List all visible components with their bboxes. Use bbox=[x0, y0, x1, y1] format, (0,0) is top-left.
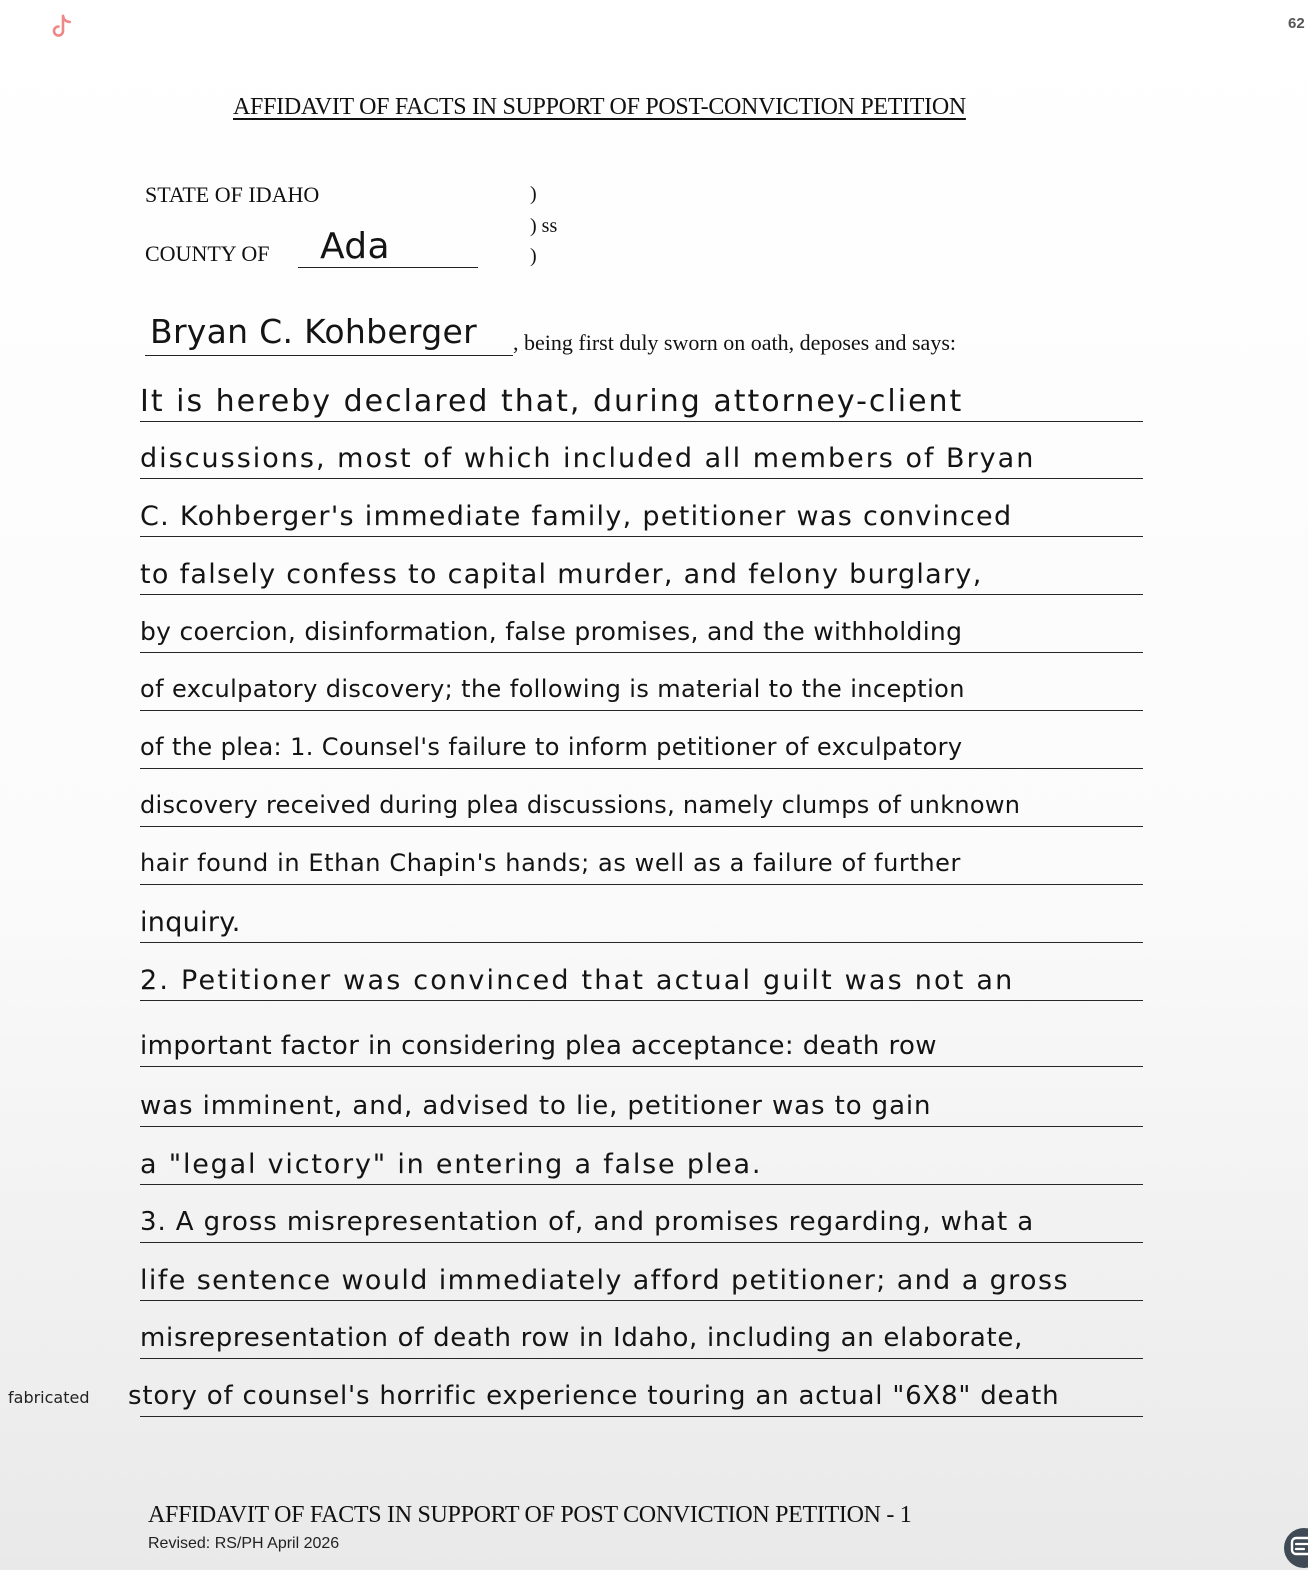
body-line-4: to falsely confess to capital murder, and felony burglary, bbox=[140, 559, 983, 590]
body-line-2: discussions, most of which included all members of Bryan bbox=[140, 443, 1036, 474]
county-fill-line bbox=[298, 267, 478, 268]
body-line-7: of the plea: 1. Counsel's failure to inform petitioner of exculpatory bbox=[140, 733, 963, 761]
affiant-name: Bryan C. Kohberger bbox=[150, 312, 477, 351]
body-line-11: 2. Petitioner was convinced that actual guilt was not an bbox=[140, 965, 1015, 996]
body-line-15: 3. A gross misrepresentation of, and promises regarding, what a bbox=[140, 1207, 1035, 1237]
body-line-1: It is hereby declared that, during attorney-client bbox=[140, 384, 964, 419]
ss-label: ) ss bbox=[530, 215, 558, 237]
state-label: STATE OF IDAHO bbox=[145, 182, 320, 207]
affiant-fill-line bbox=[145, 355, 513, 356]
county-label: COUNTY OF bbox=[145, 241, 270, 266]
tiktok-logo-icon bbox=[50, 14, 74, 40]
body-line-16: life sentence would immediately afford petitioner; and a gross bbox=[140, 1265, 1069, 1296]
bracket-top: ) bbox=[530, 183, 537, 205]
ruled-line bbox=[140, 421, 1143, 422]
ruled-line bbox=[140, 768, 1143, 769]
body-line-17: misrepresentation of death row in Idaho, including an elaborate, bbox=[140, 1323, 1024, 1353]
ruled-line bbox=[140, 536, 1143, 537]
ruled-line bbox=[140, 594, 1143, 595]
body-line-18: story of counsel's horrific experience touring an actual "6X8" death bbox=[128, 1381, 1060, 1411]
ruled-line bbox=[140, 1066, 1143, 1067]
ruled-line bbox=[140, 826, 1143, 827]
ruled-line bbox=[140, 1242, 1143, 1243]
bracket-bottom: ) bbox=[530, 245, 537, 267]
ruled-line bbox=[140, 884, 1143, 885]
chat-bubble-icon[interactable] bbox=[1284, 1528, 1308, 1568]
ruled-line bbox=[140, 1126, 1143, 1127]
ruled-line bbox=[140, 1000, 1143, 1001]
body-line-13: was imminent, and, advised to lie, petitioner was to gain bbox=[140, 1091, 932, 1121]
ruled-line bbox=[140, 1300, 1143, 1301]
body-line-14: a "legal victory" in entering a false plea. bbox=[140, 1149, 763, 1180]
body-line-6: of exculpatory discovery; the following is material to the inception bbox=[140, 675, 965, 703]
ruled-line bbox=[140, 652, 1143, 653]
ruled-line bbox=[140, 710, 1143, 711]
ruled-line bbox=[140, 942, 1143, 943]
footer-revision: Revised: RS/PH April 2026 bbox=[148, 1535, 340, 1552]
ruled-line bbox=[140, 1184, 1143, 1185]
body-line-9: hair found in Ethan Chapin's hands; as well as a failure of further bbox=[140, 849, 961, 877]
body-line-12: important factor in considering plea acceptance: death row bbox=[140, 1031, 937, 1061]
document-title: AFFIDAVIT OF FACTS IN SUPPORT OF POST-CONVICTION PETITION bbox=[233, 94, 966, 120]
page-number: 62 bbox=[1288, 15, 1305, 32]
county-value: Ada bbox=[320, 226, 390, 267]
body-line-5: by coercion, disinformation, false promises, and the withholding bbox=[140, 617, 963, 646]
body-line-10: inquiry. bbox=[140, 907, 241, 938]
body-line-3: C. Kohberger's immediate family, petitioner was convinced bbox=[140, 501, 1013, 532]
ruled-line bbox=[140, 478, 1143, 479]
footer-title: AFFIDAVIT OF FACTS IN SUPPORT OF POST CONVICTION PETITION - 1 bbox=[148, 1502, 912, 1528]
ruled-line bbox=[140, 1358, 1143, 1359]
margin-note: fabricated bbox=[8, 1388, 90, 1407]
oath-text: , being first duly sworn on oath, deposes and says: bbox=[513, 330, 956, 355]
ruled-line bbox=[140, 1416, 1143, 1417]
body-line-8: discovery received during plea discussions, namely clumps of unknown bbox=[140, 791, 1021, 819]
